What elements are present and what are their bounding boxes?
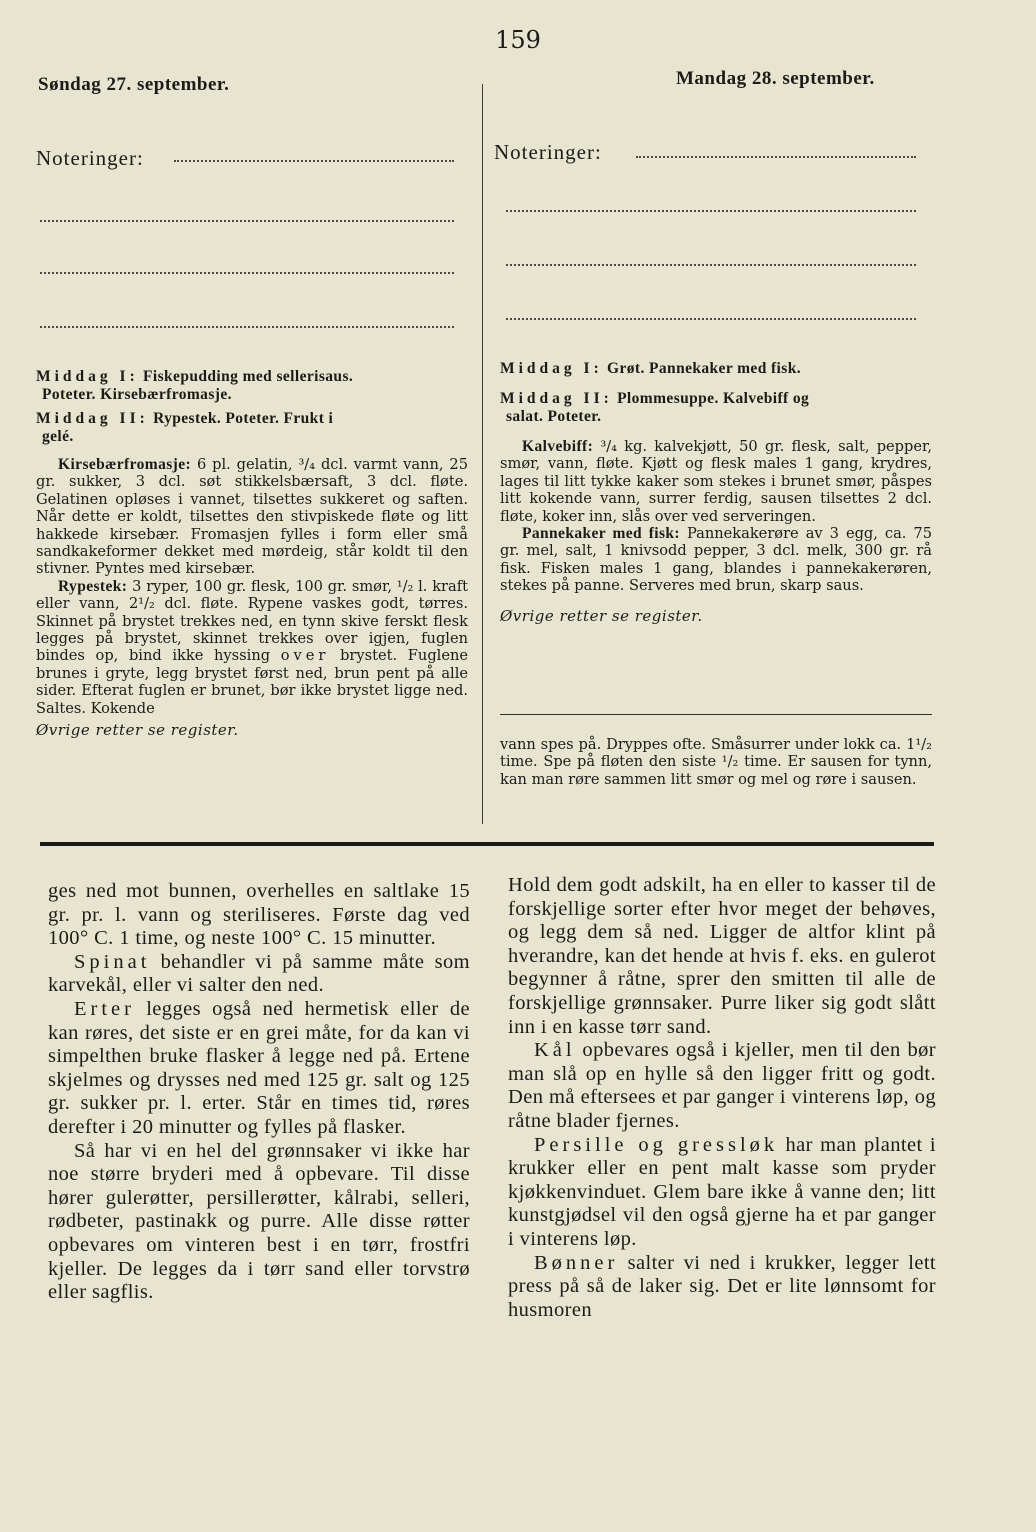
- lower-left-text: [48, 880, 470, 1305]
- right-continuation: [500, 736, 932, 788]
- right-notes-line-4: [506, 318, 916, 320]
- lower-right-p2: [508, 1039, 936, 1133]
- lower-right-p3-word: Persille og gressløk: [534, 1133, 779, 1156]
- left-recipe-2-text-a: 3 ryper, 100 gr. flesk, 100 gr. smør, ¹/₂ l. kraft eller vann, 2¹/₂ dcl. fløte. Rypene vaskes godt, tørres. Skinnet på brystet trekkes ned, en tynn skive ferskt flesk legges på brystet, skinnet trekkes over igjen, fuglen bindes op, bind ikke hyssing: [36, 577, 468, 665]
- lower-left-p4: Så har vi en hel del grønnsaker vi ikke har noe større bryderi med å opbevare. Til disse hører gulerøtter, persillerøtter, kålrabi, selleri, rødbeter, pastinakk og purre. Alle disse røtter opbevares om vinteren best i en tørr, frostfri kjeller. De legges da i tørr sand eller torvstrø eller sagflis.: [48, 1139, 470, 1304]
- left-recipe-1: [36, 456, 468, 578]
- right-menu-1: [500, 360, 932, 378]
- left-recipe-2-text-b: brystet. Fuglene brunes i gryte, legg brystet først ned, brun pent på alle sider. Efterat fuglen er brunet, bør ikke brystet ligge ned. Saltes. Kokende: [36, 647, 469, 717]
- right-notes-line-1: [636, 156, 916, 158]
- left-recipe-2-spaced: over: [280, 647, 330, 665]
- left-notes-line-4: [40, 326, 454, 328]
- left-recipe-2: [36, 578, 468, 717]
- lower-right-p4-text: salter vi ned i krukker, legger lett press på så de laker sig. Det er lite lønnsomt for husmoren: [508, 1251, 937, 1321]
- right-recipe-1-name: Kalvebiff:: [522, 438, 594, 455]
- right-day-title: Mandag 28. september.: [676, 68, 875, 89]
- right-menu-2-cont: salat. Poteter.: [506, 408, 602, 425]
- left-menu-1-text: Fiskepudding med sellerisaus.: [143, 368, 354, 385]
- right-menu-2-prefix: Middag II:: [500, 390, 613, 407]
- right-notes-line-2: [506, 210, 916, 212]
- right-recipe-2-name: Pannekaker med fisk:: [522, 525, 680, 543]
- left-menu-2-cont: gelé.: [42, 428, 74, 445]
- lower-right-p4-word: Bønner: [534, 1251, 619, 1274]
- right-recipe-2-text: Pannekakerøre av 3 egg, ca. 75 gr. mel, salt, 1 knivsodd pepper, 3 dcl. melk, 300 gr. rå fisk. Fisken males 1 gang, blandes i pannekakerøren, stekes på panne. Serveres med brun, skarp saus.: [500, 525, 932, 595]
- left-notes-line-3: [40, 272, 454, 274]
- left-day-title: Søndag 27. september.: [38, 74, 230, 95]
- lower-right-p3-text: har man plantet i krukker eller en pent malt kasse som pryder kjøkkenvinduet. Glem bare ikke å vanne den; litt kunstgjødsel vil den også gjerne ha et par ganger i vinterens løp.: [508, 1133, 936, 1250]
- left-recipes-block: [36, 368, 468, 739]
- lower-right-text: [508, 874, 936, 1322]
- left-menu-1: [36, 368, 468, 386]
- lower-right-p1: Hold dem godt adskilt, ha en eller to kasser til de forskjellige sorter efter hvor meget der behøves, og legg dem så ned. Ligger de altfor klint på hverandre, kan det hende at hvis f. eks. en gulerot begynner å råtne, sprer den smitten til alle de forskjellige grønnsaker. Purre liker sig godt slått inn i en kasse tørr sand.: [508, 874, 936, 1038]
- right-menu-1-prefix: Middag I:: [500, 360, 603, 377]
- right-menu-2-text: Plommesuppe. Kalvebiff og: [617, 390, 810, 407]
- right-more-ref: Øvrige retter se register.: [500, 606, 703, 625]
- left-menu-1-cont: Poteter. Kirsebærfromasje.: [42, 386, 232, 403]
- left-menu-1-prefix: Middag I:: [36, 368, 139, 385]
- right-recipes-block: [500, 360, 932, 625]
- lower-right-p2-word: Kål: [534, 1039, 576, 1062]
- left-notes-label: Noteringer:: [36, 146, 144, 170]
- right-menu-1-text: Grøt. Pannekaker med fisk.: [607, 360, 801, 377]
- left-recipe-1-text: 6 pl. gelatin, ³/₄ dcl. varmt vann, 25 gr. sukker, 3 dcl. søt stikkelsbærsaft, 3 dcl. fløte. Gelatinen opløses i vannet, tilsettes sukkeret og saften. Når dette er koldt, tilsettes den stivpiskede fløte og litt hakkede kirsebær. Fromasjen fylles i form eller små sandkakeformer dekket med mørdeig, står koldt til den stivner. Pyntes med kirsebær.: [36, 456, 469, 578]
- column-divider: [482, 84, 483, 824]
- lower-right-p3: [508, 1134, 936, 1252]
- left-recipe-1-name: Kirsebærfromasje:: [58, 456, 192, 473]
- right-notes-line-3: [506, 264, 916, 266]
- left-recipe-2-name: Rypestek:: [58, 577, 128, 595]
- left-notes-line-2: [40, 220, 454, 222]
- section-separator: [40, 842, 934, 846]
- left-more-ref: Øvrige retter se register.: [36, 721, 239, 740]
- lower-left-p3: [48, 998, 470, 1140]
- lower-right-p4: [508, 1252, 936, 1323]
- left-menu-2-text: Rypestek. Poteter. Frukt i: [153, 410, 334, 427]
- page-number: 159: [495, 26, 541, 54]
- lower-left-p2-text: behandler vi på samme måte som karvekål, eller vi salter den ned.: [48, 950, 470, 997]
- right-recipe-1-text: ³/₄ kg. kalvekjøtt, 50 gr. flesk, salt, pepper, smør, vann, fløte. Kjøtt og flesk males 1 gang, krydres, lages til litt tykke kaker som stekes i brunet smør, påspes litt kokende vann, surrer ferdig, sausen tilsettes 2 dcl. fløte, koker inn, slås over ved serveringen.: [500, 438, 932, 525]
- right-continuation-rule: [500, 714, 932, 715]
- left-menu-2-prefix: Middag II:: [36, 410, 149, 427]
- lower-left-p3-text: legges også ned hermetisk eller de kan røres, det siste er en grei måte, for da kan vi simpelthen bruke flasker å legge ned på. Ertene skjelmes og drysses ned med 125 gr. salt og 125 gr. sukker pr. l. erter. Står en times tid, røres derefter i 20 minutter og fylles på flasker.: [48, 997, 471, 1138]
- lower-left-p2: [48, 951, 470, 998]
- right-recipe-1: [500, 438, 932, 525]
- lower-left-p3-word: Erter: [74, 997, 135, 1020]
- left-notes-line-1: [174, 160, 454, 162]
- right-menu-2: [500, 390, 932, 408]
- lower-right-p2-text: opbevares også i kjeller, men til den bør man slå op en hylle så den ligger fritt og godt. Den må eftersees et par ganger i vinterens løp, og råtne blader fjernes.: [508, 1039, 936, 1132]
- lower-left-p2-word: Spinat: [74, 950, 151, 973]
- right-notes-label: Noteringer:: [494, 140, 602, 164]
- left-menu-2: [36, 410, 468, 428]
- right-recipe-2: [500, 525, 932, 595]
- lower-left-p1: ges ned mot bunnen, overhelles en saltlake 15 gr. pr. l. vann og steriliseres. Første dag ved 100° C. 1 time, og neste 100° C. 15 minutter.: [48, 880, 470, 950]
- right-continuation-text: vann spes på. Dryppes ofte. Småsurrer under lokk ca. 1¹/₂ time. Spe på fløten den siste ¹/₂ time. Er sausen for tynn, kan man røre sammen litt smør og mel og røre i sausen.: [500, 736, 932, 788]
